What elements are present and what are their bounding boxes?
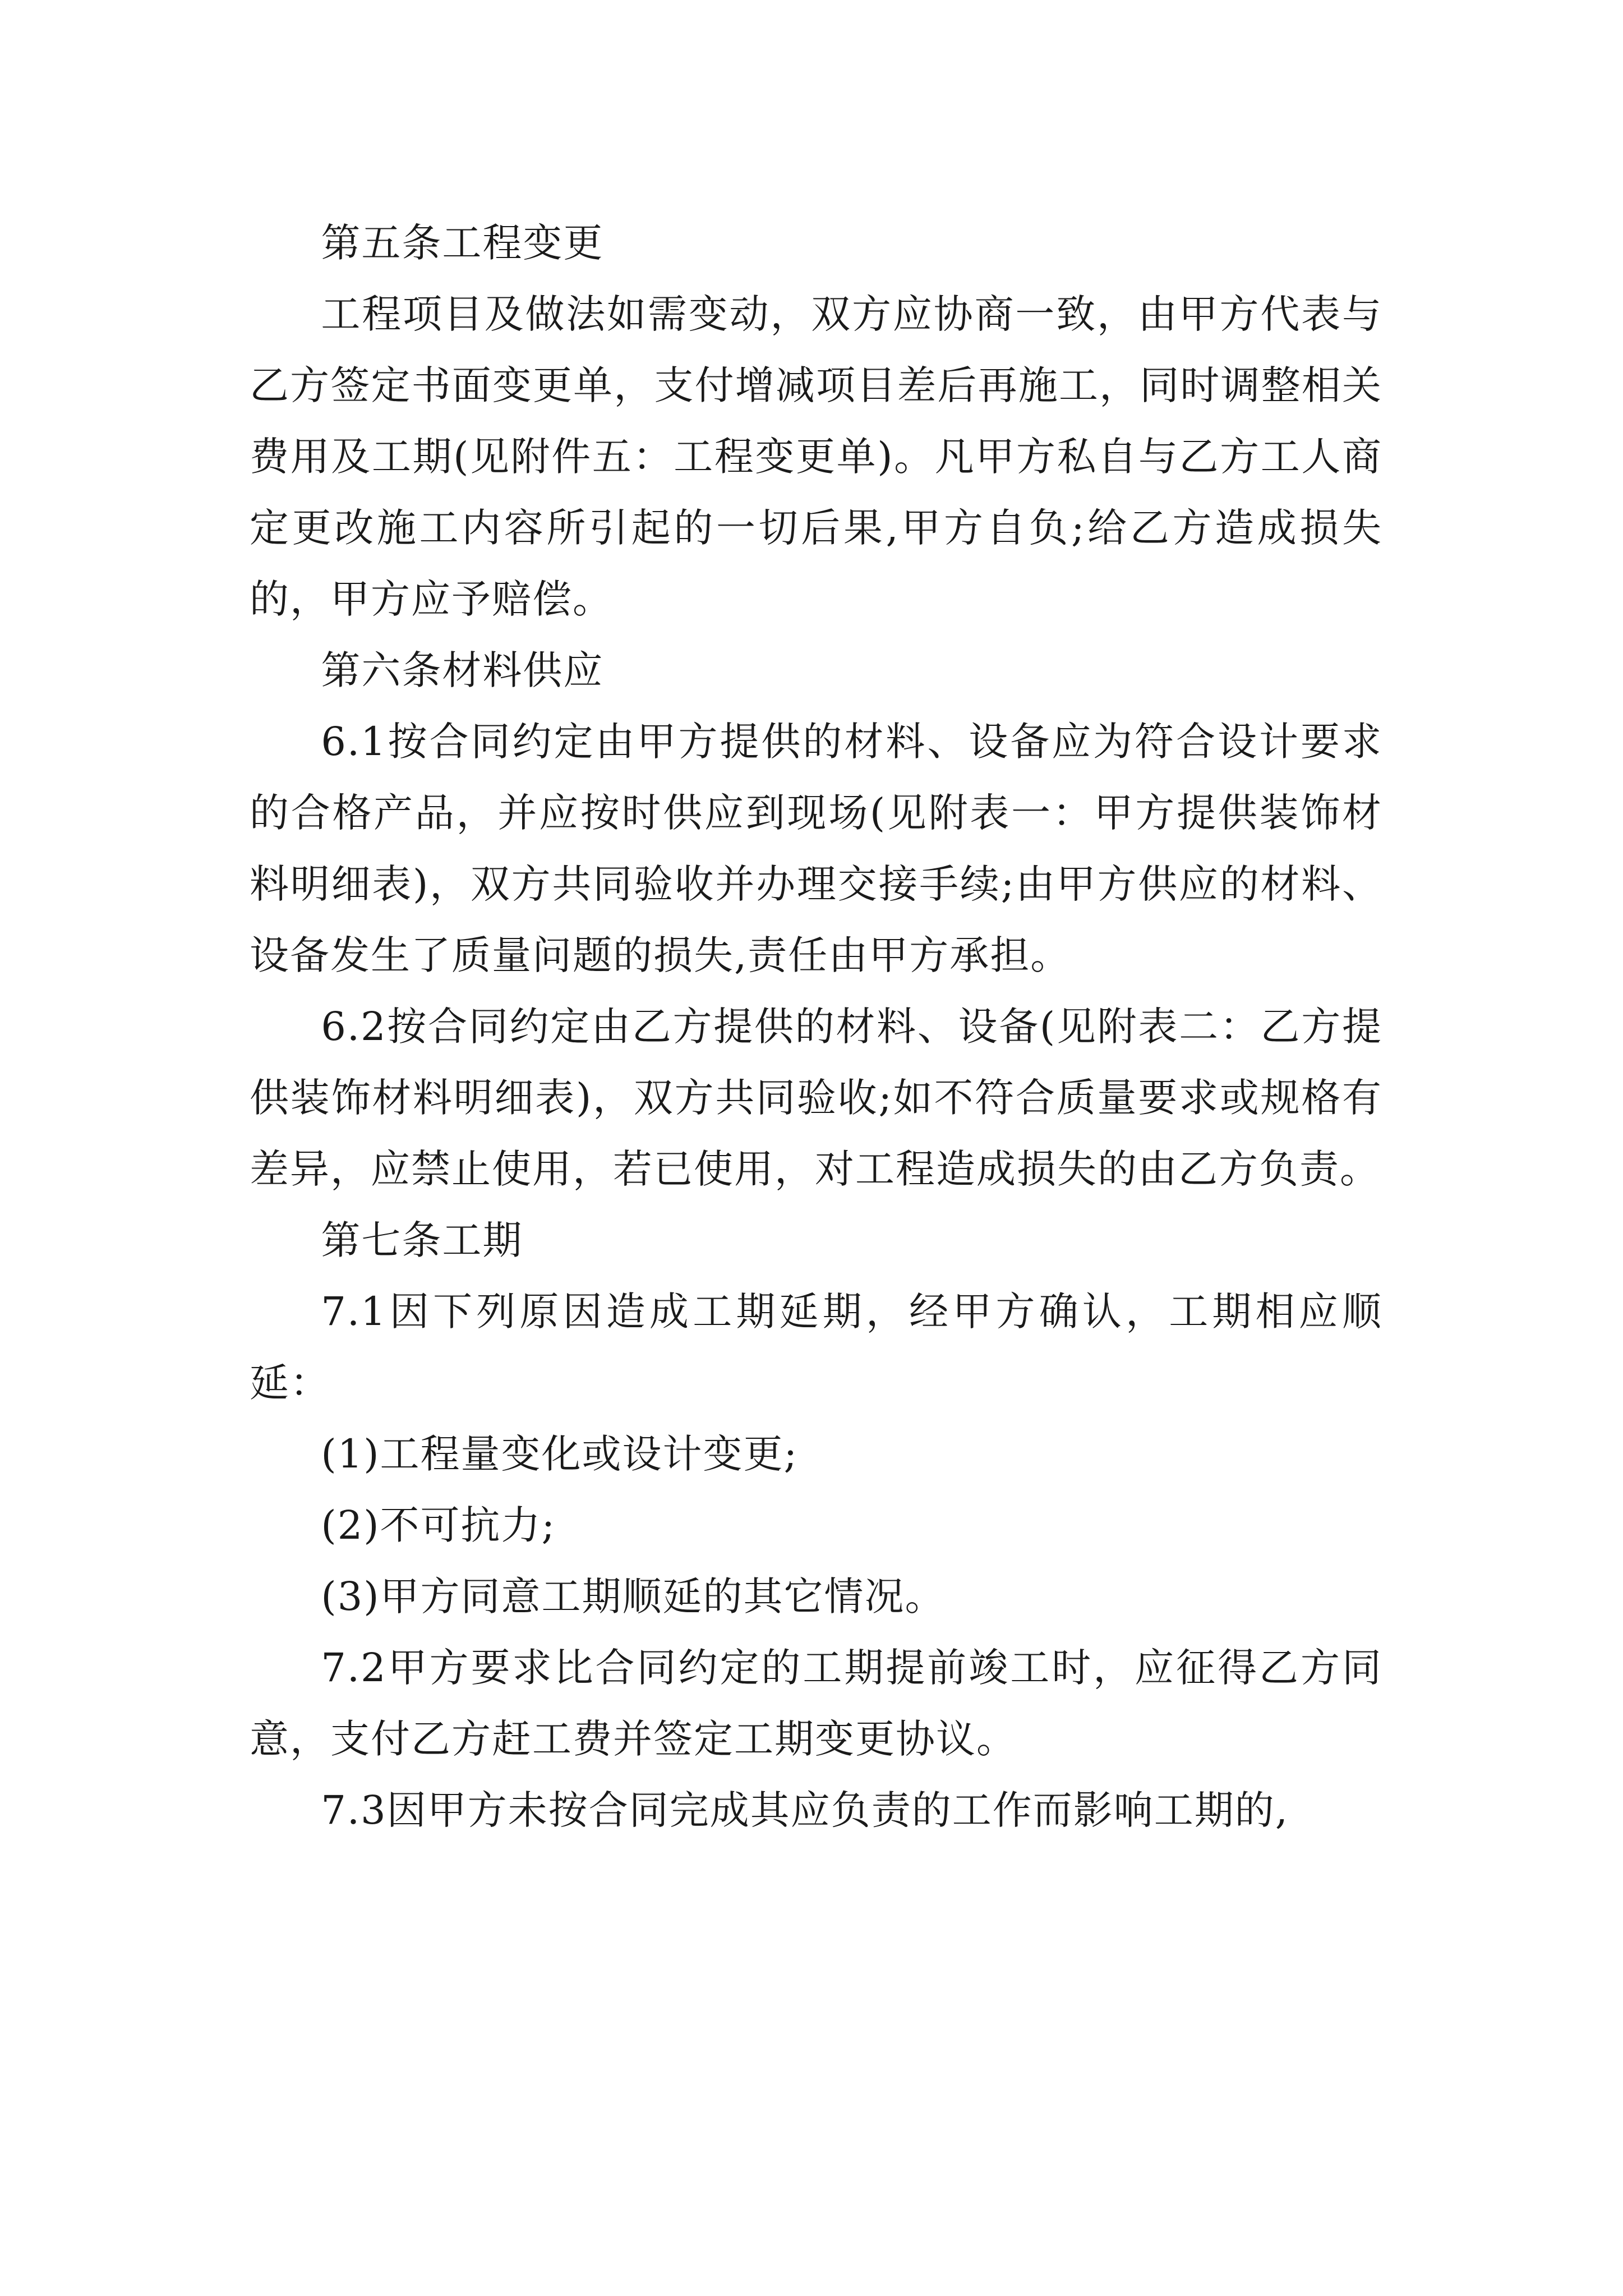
clause-6-2-paragraph: 6.2按合同约定由乙方提供的材料、设备(见附表二：乙方提供装饰材料明细表)，双方共同验收;如不符合质量要求或规格有差异，应禁止使用，若已使用，对工程造成损失的由乙方负责。 [250,1004,1382,1192]
article-5-heading: 第五条工程变更 [321,220,604,266]
document-body [250,208,1382,1846]
clause-7-1-item-3: (3)甲方同意工期顺延的其它情况。 [321,1573,946,1619]
article-7-heading: 第七条工期 [321,1217,523,1263]
clause-7-1-item-2: (2)不可抗力; [321,1502,556,1548]
clause-7-3-paragraph: 7.3因甲方未按合同完成其应负责的工作而影响工期的, [321,1787,1289,1833]
clause-7-1-item-1: (1)工程量变化或设计变更; [321,1431,799,1477]
clause-6-1-paragraph: 6.1按合同约定由甲方提供的材料、设备应为符合设计要求的合格产品，并应按时供应到现场(见附表一：甲方提供装饰材料明细表)，双方共同验收并办理交接手续;由甲方供应的材料、设备发生了质量问题的损失,责任由甲方承担。 [250,719,1382,978]
article-6-heading: 第六条材料供应 [321,647,604,693]
clause-7-2-paragraph: 7.2甲方要求比合同约定的工期提前竣工时，应征得乙方同意，支付乙方赶工费并签定工期变更协议。 [250,1645,1382,1762]
article-5-paragraph: 工程项目及做法如需变动，双方应协商一致，由甲方代表与乙方签定书面变更单，支付增减项目差后再施工，同时调整相关费用及工期(见附件五：工程变更单)。凡甲方私自与乙方工人商定更改施工内容所引起的一切后果,甲方自负;给乙方造成损失的，甲方应予赔偿。 [250,291,1382,622]
clause-7-1-paragraph: 7.1因下列原因造成工期延期，经甲方确认，工期相应顺延： [250,1289,1382,1406]
